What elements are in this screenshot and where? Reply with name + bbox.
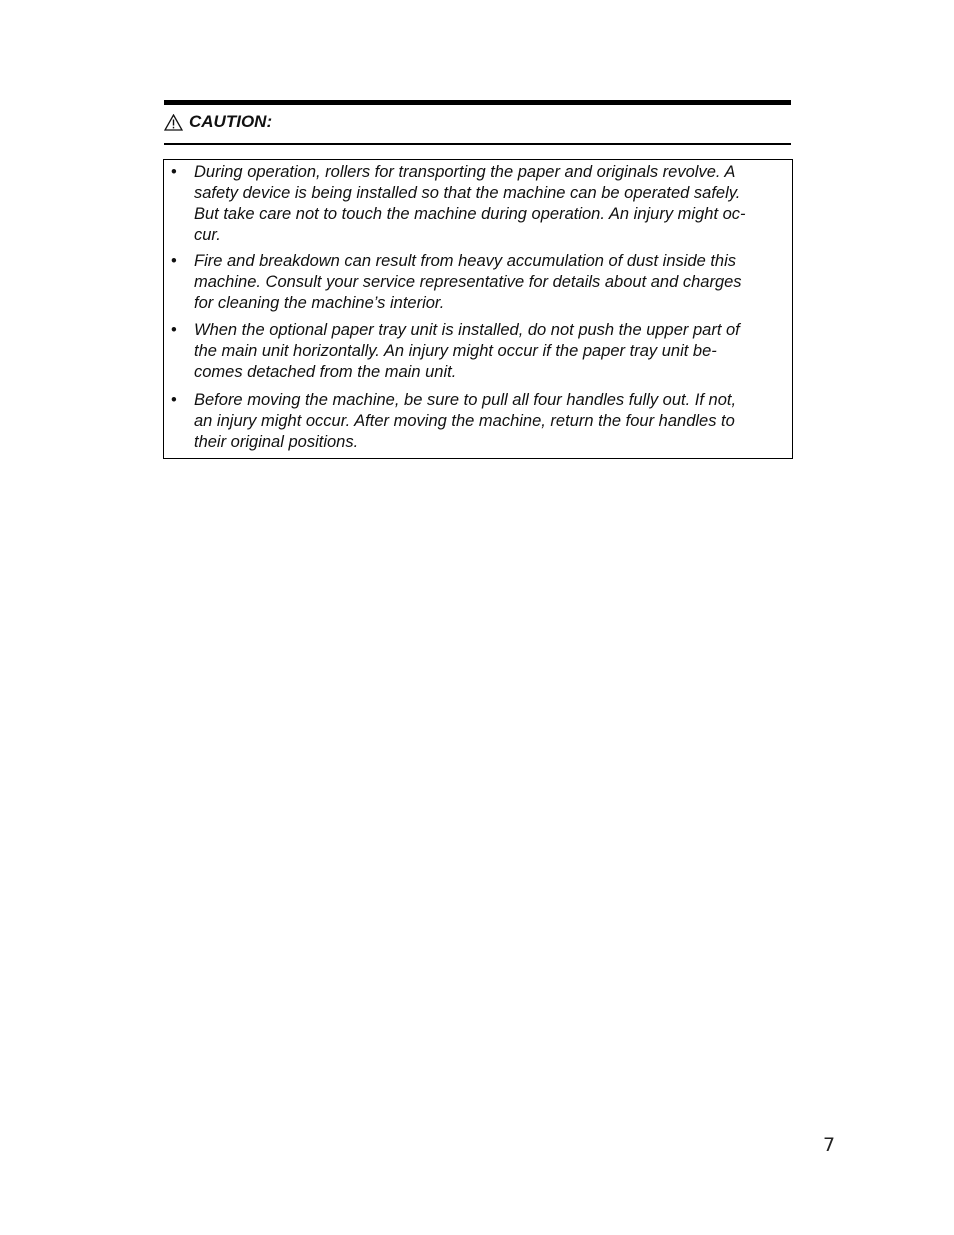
bullet-icon: •: [171, 321, 177, 339]
bullet-icon: •: [171, 163, 177, 181]
warning-triangle-icon: [164, 114, 183, 131]
caution-header: [164, 112, 272, 132]
caution-item-text: Before moving the machine, be sure to pull all four handles fully out. If not, an injury might occur. After moving the machine, return the four handles to their original positions.: [194, 391, 737, 451]
sub-rule: [164, 143, 791, 145]
top-rule: [164, 100, 791, 105]
page-number: 7: [823, 1134, 836, 1156]
caution-box: [163, 159, 793, 459]
bullet-icon: •: [171, 391, 177, 409]
caution-item-text: Fire and breakdown can result from heavy accumulation of dust inside this machine. Consult your service representative for details about and charges for cleaning the machine’s interior.: [194, 252, 742, 312]
caution-title: CAUTION:: [189, 112, 273, 131]
caution-item-text: During operation, rollers for transporting the paper and originals revolve. A safety device is being installed so that the machine can be operated safely. But take care not to touch the machine during operation. An injury might oc- cur.: [194, 163, 746, 244]
caution-item-text: When the optional paper tray unit is installed, do not push the upper part of the main unit horizontally. An injury might occur if the paper tray unit be- comes detached from the main unit.: [194, 321, 740, 381]
bullet-icon: •: [171, 252, 177, 270]
